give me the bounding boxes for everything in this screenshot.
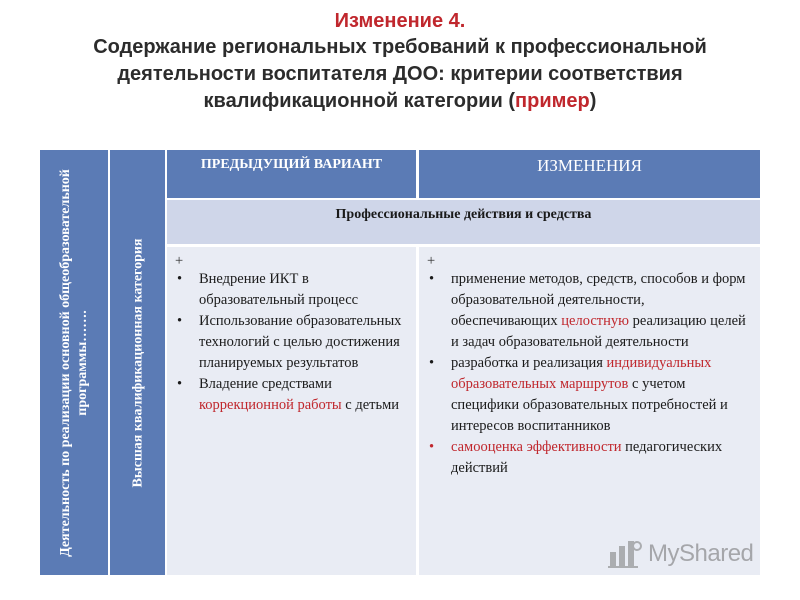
subheader-professional-actions: Профессиональные действия и средства <box>167 200 760 244</box>
item-text: Владение средствами <box>199 376 332 392</box>
title-text: квалификационной категории ( <box>203 90 516 112</box>
title-line <box>30 88 770 115</box>
highlighted-text: индивидуальных образовательных маршрутов <box>451 355 712 392</box>
title-text: ) <box>589 90 597 112</box>
category-column <box>110 150 165 575</box>
changes-cell <box>419 247 760 575</box>
title-line: деятельности воспитателя ДОО: критерии соответствия <box>117 63 683 85</box>
item-text: Внедрение ИКТ в образовательный процесс <box>199 271 359 308</box>
item-text: разработка и реализация <box>451 355 607 371</box>
item-text: педагогических действий <box>451 439 723 476</box>
header-changes: ИЗМЕНЕНИЯ <box>419 150 760 198</box>
item-text: применение методов, средств, способов и форм образовательной деятельности, обеспечивающих <box>451 271 746 329</box>
highlighted-text: целостную <box>561 313 629 329</box>
list-item <box>175 311 408 374</box>
bar-chart-logo-icon <box>608 538 642 570</box>
list-item <box>427 437 752 479</box>
list-item <box>175 269 408 311</box>
title-example-highlight: пример <box>515 90 590 112</box>
previous-variant-cell <box>167 247 416 575</box>
item-text: Использование образовательных технологий с целью достижения планируемых результатов <box>199 313 402 371</box>
activity-label: Деятельность по реализации основной общеобразовательной программы……. <box>58 168 90 557</box>
watermark-text: MyShared <box>648 540 754 567</box>
list-item <box>175 374 408 416</box>
bullet-icon: • <box>177 313 183 329</box>
myshared-watermark <box>608 537 753 571</box>
category-label: Высшая квалификационная категория <box>130 238 145 488</box>
item-text: реализацию целей и задач образовательной деятельности <box>451 313 746 350</box>
bullet-icon: • <box>177 376 183 392</box>
previous-variant-list <box>175 269 408 416</box>
item-text: с детьми <box>341 397 400 413</box>
list-item <box>427 353 752 437</box>
highlighted-text: коррекционной работы <box>199 397 342 413</box>
changes-list <box>427 269 752 479</box>
item-text: с учетом специфики образовательных потребностей и интересов воспитанников <box>451 376 728 434</box>
highlighted-text: самооценка эффективности <box>451 439 622 455</box>
bullet-icon: • <box>429 355 435 371</box>
title-change-number: Изменение 4. <box>334 10 466 32</box>
bullet-icon: • <box>429 271 435 287</box>
bullet-icon: • <box>177 271 183 287</box>
bullet-icon: • <box>429 439 435 455</box>
header-previous-variant: ПРЕДЫДУЩИЙ ВАРИАНТ <box>167 150 416 198</box>
title-line: Содержание региональных требований к профессиональной <box>93 36 707 58</box>
plus-sign: + <box>427 253 436 269</box>
plus-sign: + <box>175 253 184 269</box>
activity-column <box>40 150 108 575</box>
list-item <box>427 269 752 353</box>
slide-title <box>30 8 770 115</box>
